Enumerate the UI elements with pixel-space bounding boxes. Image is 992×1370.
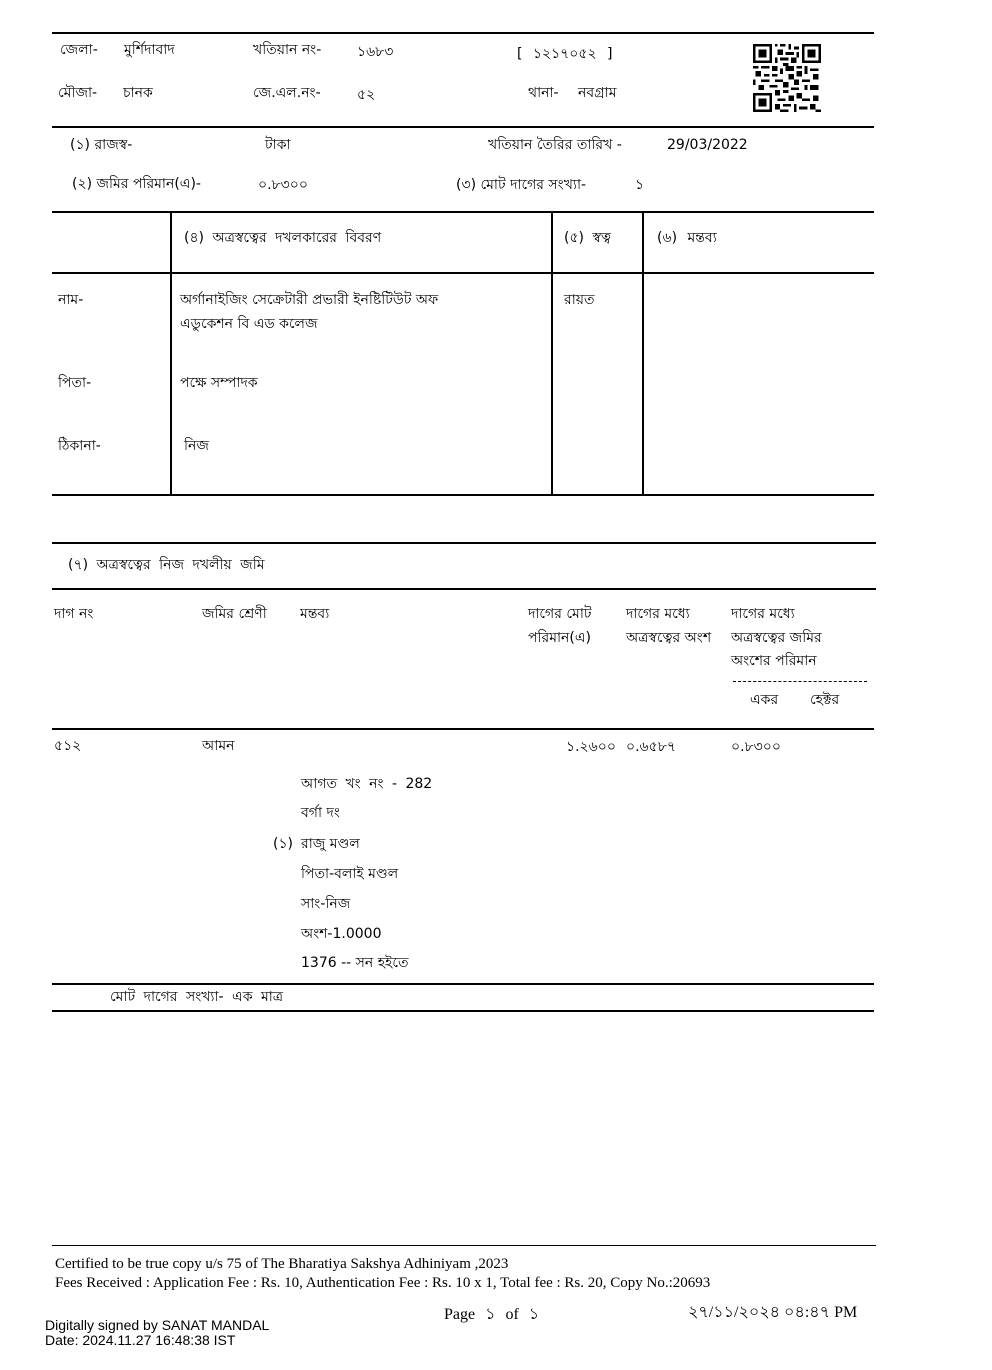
- remark-line-3: রাজু মণ্ডল: [301, 836, 360, 852]
- district-value: মুর্শিদাবাদ: [124, 42, 175, 58]
- father-value: পক্ষে সম্পাদক: [180, 375, 258, 391]
- total-plots: মোট দাগের সংখ্যা- এক মাত্র: [110, 989, 284, 1005]
- remark-line-4: পিতা-বলাই মণ্ডল: [301, 866, 399, 882]
- owner-table-header-rule: [52, 272, 874, 274]
- signed-date: Date: 2024.11.27 16:48:38 IST: [45, 1332, 236, 1348]
- owner-table-top-rule: [52, 211, 874, 213]
- col-share-2: অত্রস্বত্বের অংশ: [626, 630, 712, 646]
- land-class-value: আমন: [202, 738, 235, 754]
- share-value: ০.৬৫৮৭: [626, 739, 676, 755]
- address-value: নিজ: [184, 438, 209, 454]
- record-bracket: [ ১২১৭০৫২ ]: [517, 46, 613, 62]
- revenue-unit: টাকা: [265, 137, 291, 153]
- right-value: রায়ত: [564, 292, 595, 308]
- signed-by: Digitally signed by SANAT MANDAL: [45, 1317, 270, 1333]
- col4-header: (৪) অত্রস্বত্বের দখলকারের বিবরণ: [184, 230, 382, 246]
- plot-no-value: ৫১২: [54, 738, 82, 754]
- mouza-label: মৌজা-: [58, 85, 98, 101]
- land-table-header-rule: [52, 728, 874, 730]
- creation-date-label: খতিয়ান তৈরির তারিখ -: [488, 137, 622, 153]
- fees-text: Fees Received : Application Fee : Rs. 10, Authentication Fee : Rs. 10 x 1, Total fee : Rs. 20, Copy No.:20693: [55, 1275, 711, 1291]
- area-value: ০.৮৩০০: [258, 177, 308, 193]
- unit-acre: একর: [750, 692, 779, 708]
- total-area-value: ১.২৬০০: [566, 739, 616, 755]
- land-section-top-rule: [52, 542, 876, 544]
- col-land-class: জমির শ্রেণী: [202, 606, 267, 622]
- jl-label: জে.এল.নং-: [253, 85, 321, 101]
- units-divider: [733, 681, 867, 682]
- owner-table-divider-1: [170, 211, 172, 495]
- owner-table-divider-2: [551, 211, 553, 495]
- district-label: জেলা-: [60, 42, 98, 58]
- col5-header: (৫) স্বত্ব: [564, 230, 611, 246]
- creation-date-value: 29/03/2022: [667, 137, 748, 153]
- col-share-area-1: দাগের মধ্যে: [731, 606, 795, 622]
- name-label: নাম-: [58, 292, 84, 308]
- remark-line-5: সাং-নিজ: [301, 896, 351, 912]
- address-label: ঠিকানা-: [58, 438, 101, 454]
- footer-datetime: ২৭/১১/২০২৪ ০৪:৪৭ PM: [688, 1304, 858, 1321]
- unit-hectare: হেক্টর: [810, 692, 840, 708]
- mouza-value: চানক: [123, 85, 153, 101]
- father-label: পিতা-: [58, 375, 92, 391]
- plot-count-label: (৩) মোট দাগের সংখ্যা-: [456, 177, 587, 193]
- thana-value: নবগ্রাম: [578, 85, 617, 101]
- total-plots-bottom-rule: [52, 1010, 874, 1012]
- owner-table-divider-3: [642, 211, 644, 495]
- plot-count-value: ১: [635, 177, 645, 193]
- remark-line-1: আগত খং নং - 282: [301, 776, 433, 792]
- jl-value: ৫২: [357, 87, 376, 103]
- owner-name-line2: এডুকেশন বি এড কলেজ: [180, 316, 318, 332]
- col-share-area-3: অংশের পরিমান: [731, 653, 817, 669]
- remark-line-3-num: (১): [273, 836, 294, 852]
- certified-text: Certified to be true copy u/s 75 of The Bharatiya Sakshya Adhiniyam ,2023: [55, 1256, 509, 1272]
- col-total-area-2: পরিমান(এ): [528, 630, 591, 646]
- khatian-label: খতিয়ান নং-: [253, 42, 322, 58]
- land-section-title-rule: [52, 588, 876, 590]
- total-plots-top-rule: [52, 983, 874, 985]
- qr-code-icon: [753, 44, 821, 112]
- col-remarks: মন্তব্য: [300, 606, 330, 622]
- footer-rule: [52, 1245, 876, 1246]
- page-number: Page ১ of ১: [444, 1306, 540, 1323]
- land-section-title: (৭) অত্রস্বত্বের নিজ দখলীয় জমি: [68, 557, 265, 573]
- col-share-area-2: অত্রস্বত্বের জমির: [731, 630, 822, 646]
- remark-line-2: বর্গা দং: [301, 805, 340, 821]
- col-total-area-1: দাগের মোট: [528, 606, 592, 622]
- share-area-value: ০.৮৩০০: [731, 739, 781, 755]
- revenue-label: (১) রাজস্ব-: [70, 137, 133, 153]
- thana-label: থানা-: [528, 85, 559, 101]
- remark-line-6: অংশ-1.0000: [301, 926, 382, 942]
- col-share-1: দাগের মধ্যে: [626, 606, 690, 622]
- owner-table-bottom-rule: [52, 494, 874, 496]
- col6-header: (৬) মন্তব্য: [657, 230, 717, 246]
- col-plot-no: দাগ নং: [54, 606, 94, 622]
- top-rule: [52, 32, 874, 34]
- area-label: (২) জমির পরিমান(এ)-: [72, 176, 201, 192]
- header-rule: [52, 126, 874, 128]
- owner-name-line1: অর্গানাইজিং সেক্রেটারী প্রভারী ইনষ্টিটিউট অফ: [180, 292, 439, 308]
- khatian-value: ১৬৮৩: [357, 44, 394, 60]
- remark-line-7: 1376 -- সন হইতে: [301, 955, 409, 971]
